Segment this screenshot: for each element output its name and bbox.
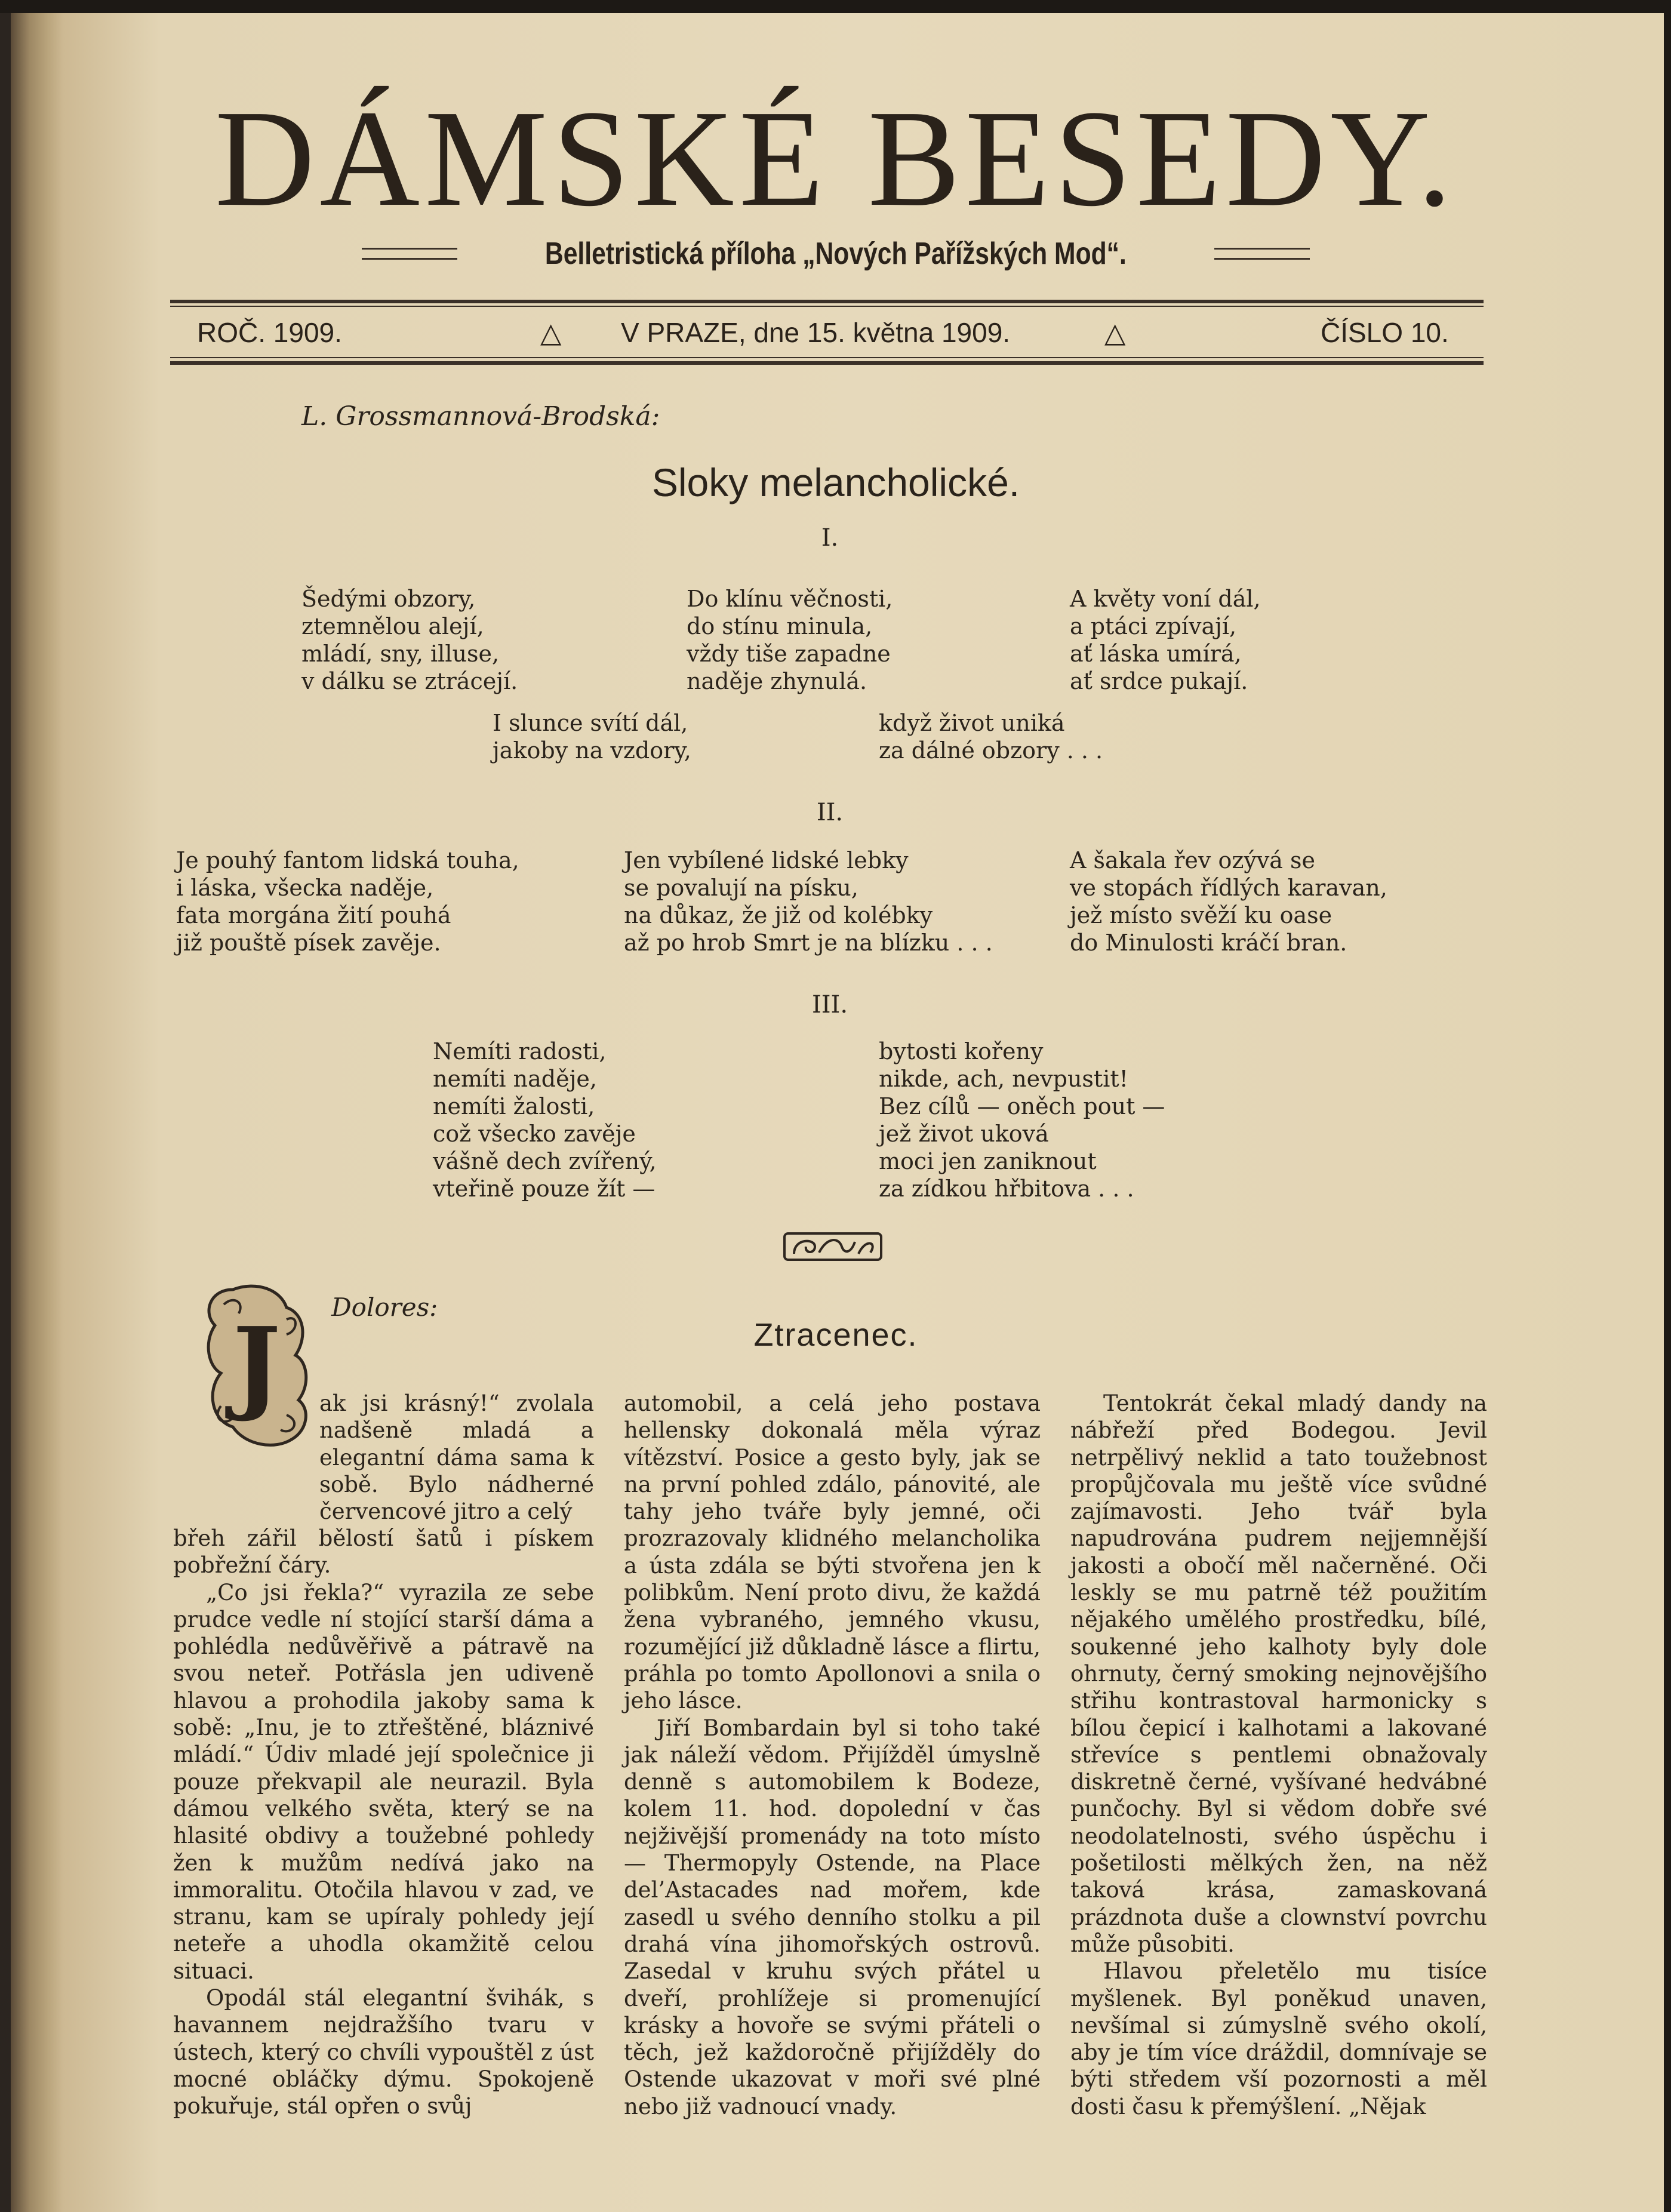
poem-part-numeral: I. [821,524,839,552]
subtitle-rule-right [1214,248,1310,260]
story-column-1 [173,1525,594,2120]
poem-author: L. Grossmannová-Brodská: [301,401,660,432]
issue-year: ROČ. 1909. [197,317,342,348]
masthead-title: DÁMSKÉ BESEDY. [214,82,1457,235]
dropcap-letter: J [232,1305,281,1425]
story-paragraph: „Co jsi řekla?“ vyrazila ze sebe prudce vedle ní stojící starší dáma a pohlédla nedůvěřivě a pátravě na svou neteř. Potřásla jen udiveně hlavou a prohodila jakoby sama k sobě: „Inu, je to ztřeštěné, bláznivé mládí.“ Údiv mladé její společnice ji pouze překvapil ale neurazil. Byla dámou velkého světa, který se na hlasité obdivy a toužebné pohledy žen k mužům nedívá jako na immoralitu. Otočila hlavou v zad, ve stranu, kam se upíraly pohledy její neteře a uhodla okamžitě celou situaci. [173,1579,594,1984]
story-paragraph: Hlavou přeletělo mu tisíce myšlenek. Byl poněkud unaven, nevšímal si zúmyslně svého okolí, aby je tím více dráždil, domnívaje se býti středem vší pozornosti a měl dosti času k přemýšlení. „Nějak [1070,1958,1487,2119]
poem-stanza: Je pouhý fantom lidská touha, i láska, všecka naděje, fata morgána žití pouhá již pouště písek zavěje. [176,847,519,956]
header-rule-top [170,300,1484,303]
story-column-2 [624,1390,1041,2120]
dropcap-ornament [197,1278,316,1457]
story-author: Dolores: [331,1293,438,1322]
poem-stanza: A květy voní dál, a ptáci zpívají, ať láska umírá, ať srdce pukají. [1070,586,1261,694]
poem-stanza: Do klínu věčnosti, do stínu minula, vždy tiše zapadne naděje zhynulá. [687,586,893,694]
story-paragraph: břeh zářil bělostí šatů i pískem pobřežní čáry. [173,1525,594,1579]
poem-part-numeral: III. [811,991,848,1019]
poem-stanza: když život uniká za dálné obzory . . . [879,710,1103,764]
poem-stanza: Šedými obzory, ztemnělou alejí, mládí, sny, illuse, v dálku se ztrácejí. [301,586,518,694]
issue-place-date: V PRAZE, dne 15. května 1909. [621,317,1011,348]
header-rule-top-thin [170,306,1484,307]
poem-stanza: A šakala řev ozývá se ve stopách řídlých karavan, jež místo svěží ku oase do Minulosti kráčí bran. [1070,847,1387,956]
masthead-subtitle: Belletristická příloha „Nových Pařížských Mod“. [545,236,1127,271]
story-column-1-head [319,1390,594,1525]
story-paragraph: ak jsi krásný!“ zvolala nadšeně mladá a elegantní dáma sama k sobě. Bylo nádherné červencové jitro a celý [319,1390,594,1525]
poem-stanza: bytosti kořeny nikde, ach, nevpustit! Bez cílů — oněch pout — jež život uková moci jen zaniknout za zídkou hřbitova . . . [879,1038,1165,1202]
book-binding [11,0,63,2212]
poem-stanza: Nemíti radosti, nemíti naděje, nemíti žalosti, což všecko zavěje vášně dech zvířený, vteřině pouze žít — [433,1038,657,1202]
story-paragraph: automobil, a celá jeho postava hellensky dokonalá měla výraz vítězství. Posice a gesto byly, jak se na první pohled zdálo, pánovité, ale tahy jeho tváře byly jemné, oči prozrazovaly klidného melancholika a ústa zdála se býti stvořena jen k polibkům. Není proto divu, že každá žena vybraného, jemného vkusu, rozumějící již důkladně lásce a flirtu, práhla po tomto Apollonovi a snila o jeho lásce. [624,1390,1041,1714]
subtitle-row [358,233,1313,275]
issue-number: ČÍSLO 10. [1321,317,1449,348]
poem-stanza: Jen vybílené lidské lebky se povalují na písku, na důkaz, že již od kolébky až po hrob Smrt je na blízku . . . [624,847,993,956]
triangle-icon: △ [1104,317,1126,348]
ornament-icon [782,1230,884,1265]
scan-edge-left [0,0,11,2212]
story-paragraph: Jiří Bombardain byl si toho také jak náleží vědom. Přijížděl úmyslně denně s automobilem k Bodeze, kolem 11. hod. dopolední v čas nejživější promenády na toto místo — Thermopyly Ostende, na Place del’Astacades nad mořem, kde zasedl u svého denního stolku a pil drahá vína jihomořských ostrovů. Zasedal v kruhu svých přátel u dveří, prohlížeje si promenující krásky a hovoře se svými přáteli o těch, jež každoročně přijížděly do Ostende ukazovat v moři své plné nebo již vadnoucí vnady. [624,1715,1041,2119]
story-paragraph: Tentokrát čekal mladý dandy na nábřeží před Bodegou. Jevil netrpělivý neklid a tato toužebnost propůjčovala mu ještě více svůdné zajímavosti. Jeho tvář byla napudrována pudrem nejjemnější jakosti a obočí měl načerněné. Oči leskly se mu patrně též použitím nějakého umělého prostředku, bílé, soukenné jeho kalhoty byly dole ohrnuty, černý smoking nejnovějšího střihu kontrastoval harmonicky s bílou čepicí i kalhotami a lakované střevíce s pentlemi obnažovaly diskretně černé, vyšívané hedvábné punčochy. Byl si vědom dobře své neodolatelnosti, svého úspěchu i pošetilosti mělkých žen, na něž taková krása, zamaskovaná prázdnota duše a clownství povrchu může působiti. [1070,1390,1487,1957]
scan-edge-right [1664,0,1671,2212]
triangle-icon: △ [540,317,562,348]
issue-line [197,316,1463,352]
poem-title: Sloky melancholické. [651,460,1020,504]
story-column-3 [1070,1390,1487,2120]
scan-edge-top [0,0,1671,13]
header-rule-bottom-thin [170,357,1484,358]
subtitle-rule-left [362,248,457,260]
story-title: Ztracenec. [753,1317,918,1353]
poem-stanza: I slunce svítí dál, jakoby na vzdory, [493,710,691,764]
poem-part-numeral: II. [816,799,844,826]
story-paragraph: Opodál stál elegantní švihák, s havannem nejdražšího tvaru v ústech, který co chvíli vypouštěl z úst mocné obláčky dýmu. Spokojeně pokuřuje, stál opřen o svůj [173,1985,594,2119]
header-rule-bottom [170,361,1484,365]
